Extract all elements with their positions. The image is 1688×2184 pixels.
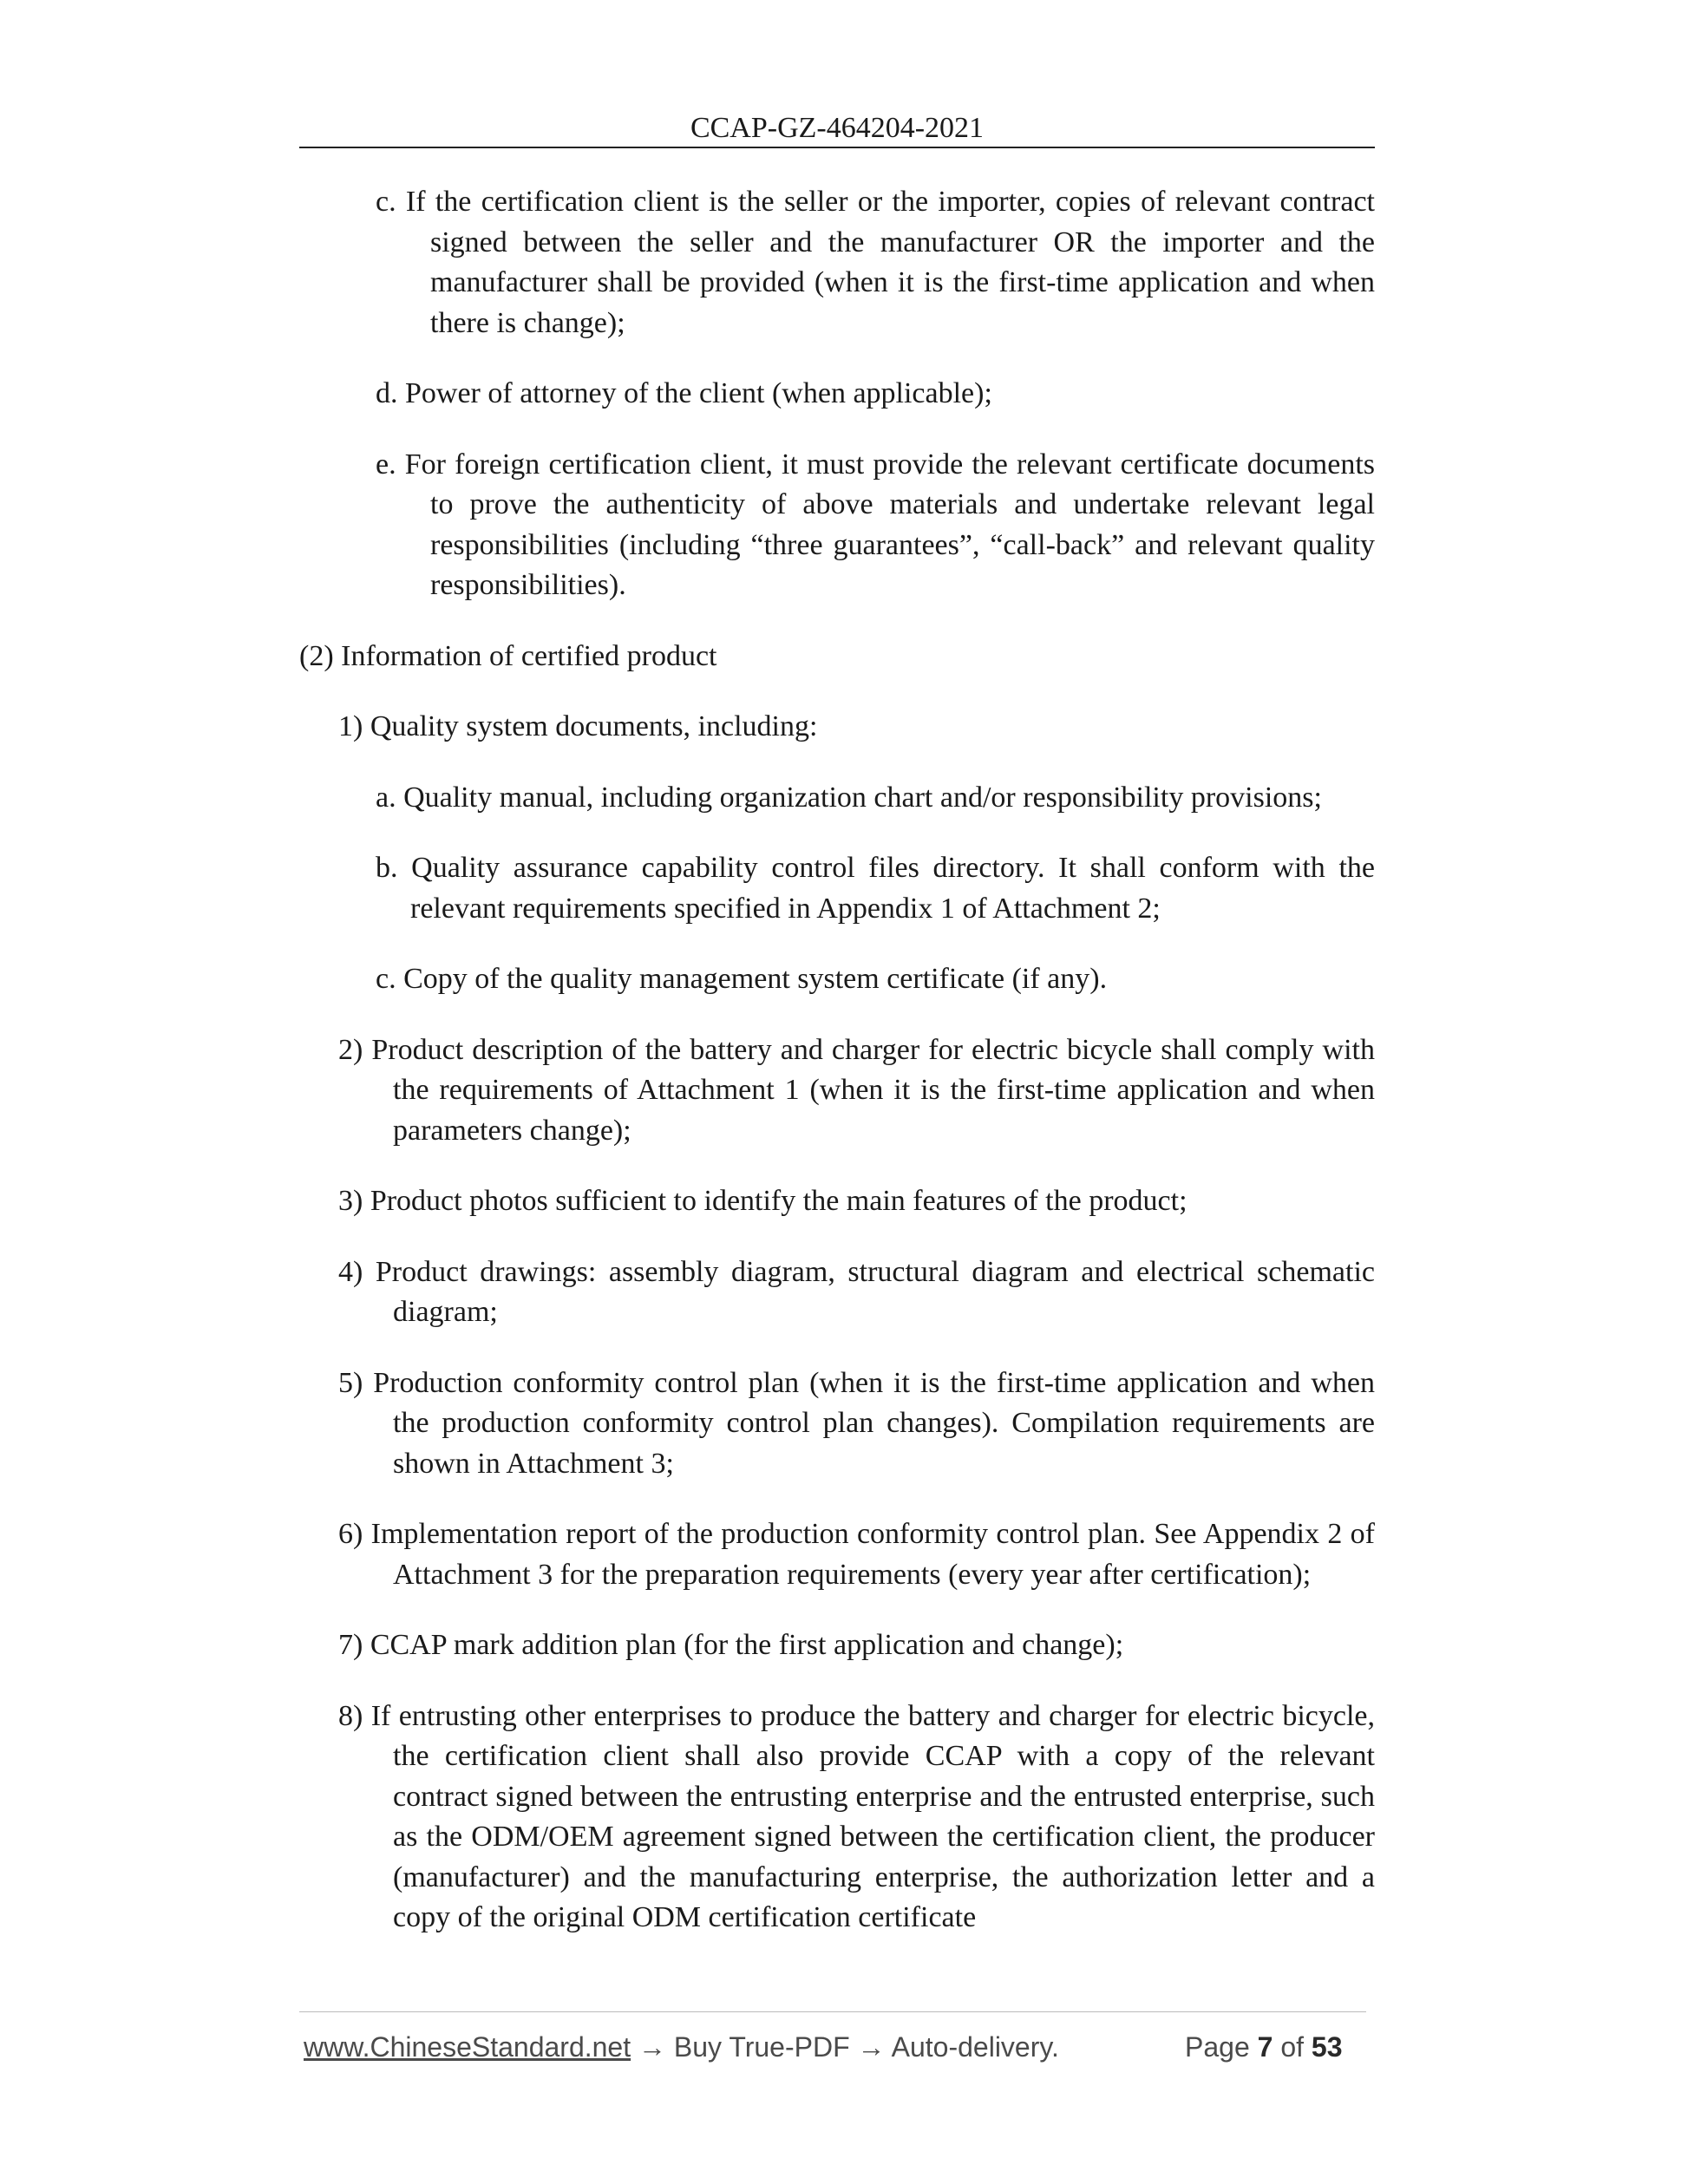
list-item-2-product-description: 2) Product description of the battery and charger for electric bicycle shall comply with the requirements of Attachment 1 (when it is the first-time application and when parameters change);: [338, 1033, 1375, 1147]
list-item-7-ccap-mark: 7) CCAP mark addition plan (for the first application and change);: [338, 1629, 1124, 1661]
document-body: [299, 182, 1375, 1939]
site-link[interactable]: www.ChineseStandard.net: [304, 2031, 631, 2063]
page-label: Page: [1185, 2031, 1250, 2063]
list-item-3-product-photos: 3) Product photos sufficient to identify the main features of the product;: [338, 1185, 1187, 1217]
list-item-8-entrusting: 8) If entrusting other enterprises to produce the battery and charger for electric bicycle, the certification client shall also provide CCAP with a copy of the relevant contract signed between the entrusting enterprise and the entrusted enterprise, such as the ODM/OEM agreement signed between the certification client, the producer (manufacturer) and the manufacturing enterprise, the authorization letter and a copy of the original ODM certification certificate: [338, 1699, 1375, 1933]
list-item-5-conformity-plan: 5) Production conformity control plan (when it is the first-time application and when the production conformity control plan changes). Compilation requirements are shown in Attachment 3;: [338, 1366, 1375, 1480]
list-item-d-power-of-attorney: d. Power of attorney of the client (when applicable);: [376, 377, 992, 409]
list-item-1-quality-system: 1) Quality system documents, including:: [338, 710, 818, 742]
footer-promo: [304, 2030, 1059, 2064]
promo-text: → Buy True-PDF → Auto-delivery.: [631, 2031, 1059, 2063]
list-item-a-quality-manual: a. Quality manual, including organization chart and/or responsibility provisions;: [376, 781, 1322, 814]
list-item-e-foreign-client: e. For foreign certification client, it must provide the relevant certificate documents to prove the authenticity of above materials and undertake relevant legal responsibilities (including “three guarantees”, “call-back” and relevant quality responsibilities).: [376, 448, 1375, 601]
list-item-c-qms-certificate: c. Copy of the quality management system certificate (if any).: [376, 963, 1108, 995]
header-divider: [299, 147, 1375, 148]
list-item-6-implementation-report: 6) Implementation report of the production conformity control plan. See Appendix 2 of Attachment 3 for the preparation requirements (every year after certification);: [338, 1518, 1375, 1591]
list-item-c-seller-importer: c. If the certification client is the seller or the importer, copies of relevant contract signed between the seller and the manufacturer OR the importer and the manufacturer shall be provided (when it is the first-time application and when there is change);: [376, 186, 1375, 339]
document-code-header: CCAP-GZ-464204-2021: [690, 112, 985, 144]
page-number: 7: [1257, 2031, 1273, 2063]
page-total: 53: [1311, 2031, 1343, 2063]
section-heading-certified-product: (2) Information of certified product: [299, 639, 717, 672]
list-item-b-quality-assurance: b. Quality assurance capability control files directory. It shall conform with the relevant requirements specified in Appendix 1 of Attachment 2;: [376, 852, 1375, 925]
list-item-4-product-drawings: 4) Product drawings: assembly diagram, structural diagram and electrical schematic diagram;: [338, 1255, 1375, 1328]
of-label: of: [1280, 2031, 1304, 2063]
footer-divider: [299, 2011, 1366, 2012]
page-indicator: [1185, 2030, 1342, 2064]
